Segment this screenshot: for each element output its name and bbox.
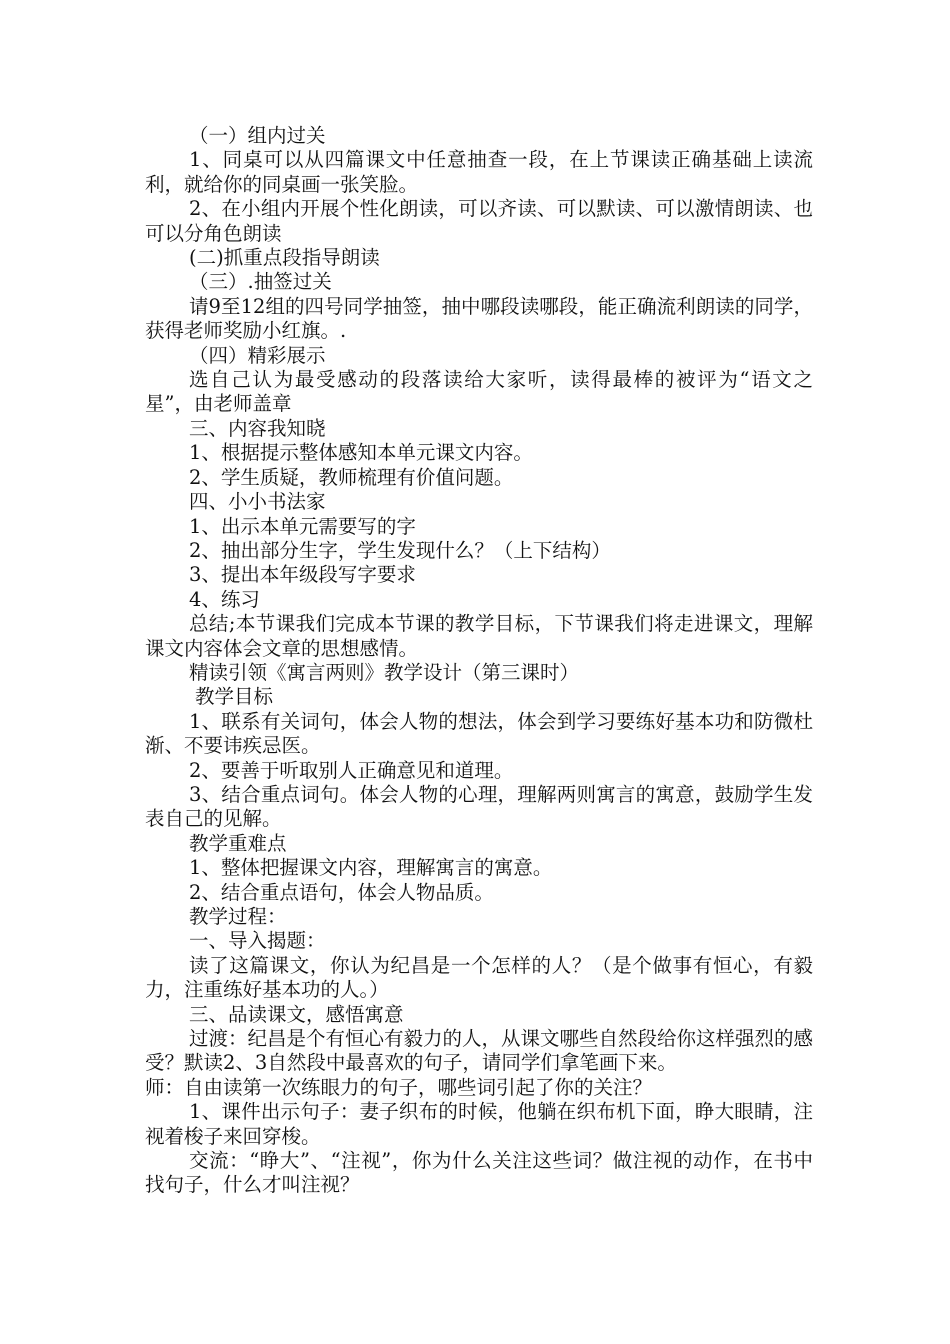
paragraph: 3、结合重点词句。体会人物的心理，理解两则寓言的寓意，鼓励学生发表自己的见解。 [145,782,813,831]
paragraph: 2、要善于听取别人正确意见和道理。 [189,758,514,782]
paragraph: 读了这篇课文，你认为纪昌是一个怎样的人？（是个做事有恒心，有毅力，注重练好基本功的人。） [145,953,813,1002]
paragraph: （四）精彩展示 [189,343,326,367]
paragraph: 请9至12组的四号同学抽签，抽中哪段读哪段，能正确流利朗读的同学，获得老师奖励小红旗。. [145,294,813,343]
section-heading: 教学过程： [189,905,287,928]
paragraph: 四、小小书法家 [189,490,326,514]
paragraph: 过渡：纪昌是个有恒心有毅力的人，从课文哪些自然段给你这样强烈的感受？默读2、3自然段中最喜欢的句子，请同学们拿笔画下来。 [145,1027,814,1075]
paragraph: 2、结合重点语句，体会人物品质。 [189,880,494,904]
paragraph: 三、品读课文，感悟寓意 [189,1002,404,1026]
paragraph: 师：自由读第一次练眼力的句子，哪些词引起了你的关注？ [145,1075,653,1099]
paragraph: 1、根据提示整体感知本单元课文内容。 [189,441,533,465]
paragraph: 1、课件出示句子：妻子织布的时候，他躺在织布机下面，睁大眼睛，注视着梭子来回穿梭。 [145,1100,813,1148]
paragraph: 4、练习 [189,587,260,611]
section-heading: 教学目标 [195,685,274,709]
section-heading: 教学重难点 [189,831,287,855]
paragraph: 交流：“睁大”、“注视”，你为什么关注这些词？做注视的动作，在书中找句子，什么才叫注视？ [145,1149,813,1197]
paragraph: 1、同桌可以从四篇课文中任意抽查一段，在上节课读正确基础上读流利，就给你的同桌画一张笑脸。 [145,148,813,196]
paragraph: 1、整体把握课文内容，理解寓言的寓意。 [189,856,553,880]
paragraph: 3、提出本年级段写字要求 [189,563,416,587]
paragraph: （一）组内过关 [189,124,326,147]
paragraph: (二)抓重点段指导朗读 [189,246,380,270]
paragraph: 2、抽出部分生字，学生发现什么？（上下结构） [189,538,611,562]
paragraph: 1、出示本单元需要写的字 [189,514,416,538]
paragraph: 2、在小组内开展个性化朗读，可以齐读、可以默读、可以激情朗读、也可以分角色朗读 [145,197,813,245]
paragraph: 三、内容我知晓 [189,416,326,440]
lesson-title: 精读引领《寓言两则》教学设计（第三课时） [189,660,580,684]
document-body [145,124,813,1198]
paragraph: 选自己认为最受感动的段落读给大家听，读得最棒的被评为“语文之星”，由老师盖章 [145,368,813,416]
paragraph: 一、导入揭题： [189,929,326,953]
paragraph: 2、学生质疑，教师梳理有价值问题。 [189,465,514,489]
paragraph: 1、联系有关词句，体会人物的想法，体会到学习要练好基本功和防微杜渐、不要讳疾忌医。 [145,709,813,758]
paragraph: 总结;本节课我们完成本节课的教学目标，下节课我们将走进课文，理解课文内容体会文章的思想感情。 [145,612,813,660]
paragraph: （三）.抽签过关 [189,270,332,294]
